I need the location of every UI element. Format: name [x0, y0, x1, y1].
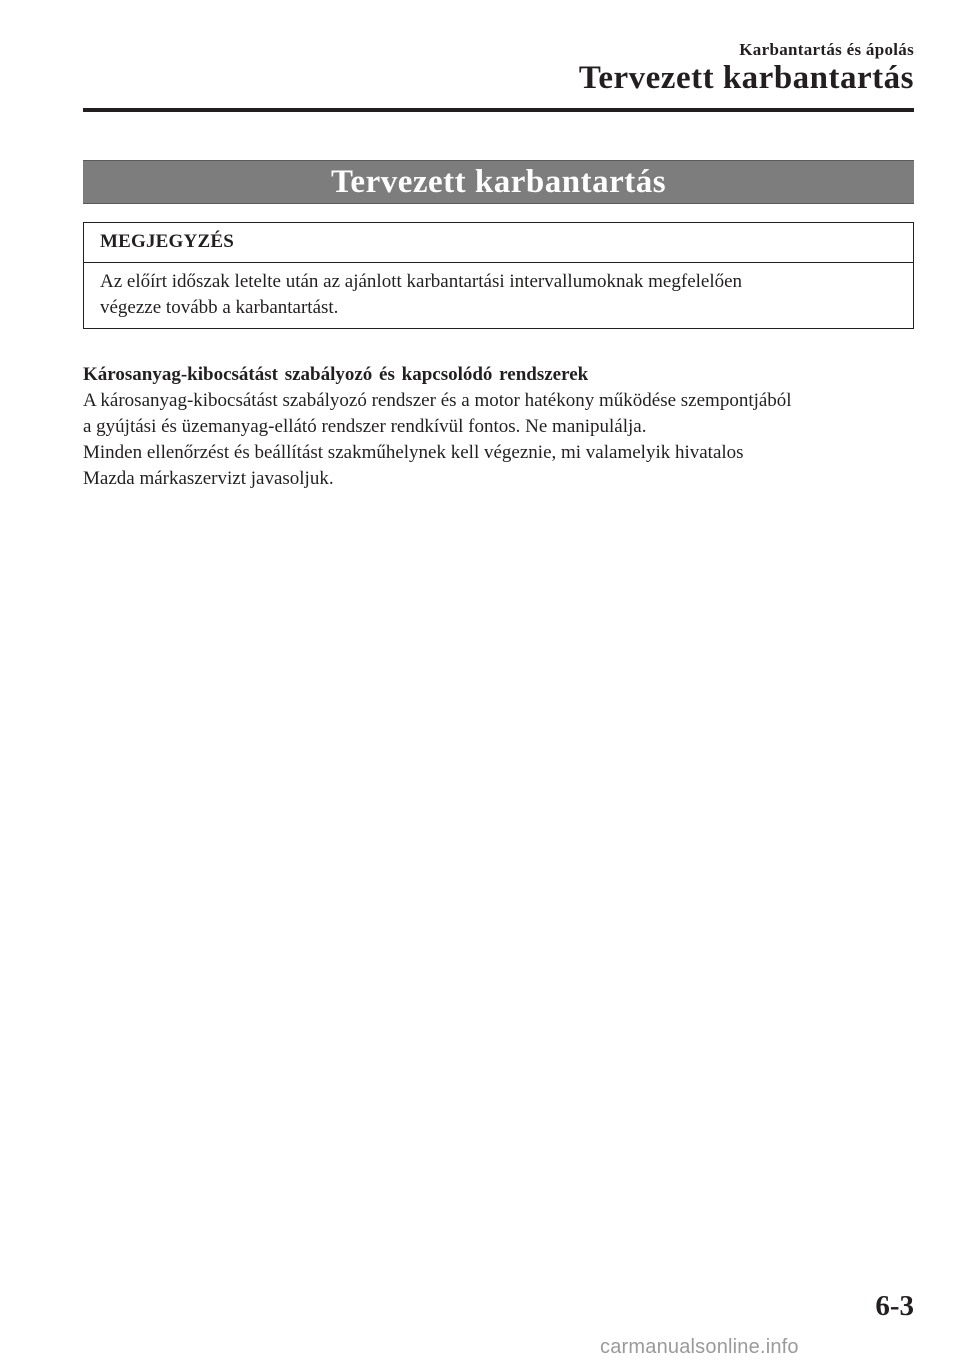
note-body — [84, 263, 913, 321]
watermark: carmanualsonline.info — [600, 1336, 799, 1358]
chapter-title: Karbantartás és ápolás — [739, 40, 914, 59]
page-title: Tervezett karbantartás — [578, 60, 914, 96]
emissions-heading: Károsanyag-kibocsátást szabályozó és kapcsolódó rendszerek — [83, 364, 589, 385]
section-banner-title: Tervezett karbantartás — [330, 163, 667, 200]
emissions-line: Mazda márkaszervizt javasoljuk. — [83, 468, 334, 489]
note-heading: MEGJEGYZÉS — [84, 223, 913, 263]
emissions-section — [83, 362, 918, 492]
emissions-line: Minden ellenőrzést és beállítást szakműhelynek kell végeznie, mi valamelyik hivatalos — [83, 442, 744, 463]
page-number: 6-3 — [875, 1290, 914, 1322]
header-divider — [83, 108, 914, 112]
note-line: végezze tovább a karbantartást. — [100, 297, 339, 318]
emissions-line: A károsanyag-kibocsátást szabályozó rendszer és a motor hatékony működése szempontjából — [83, 390, 792, 411]
note-line: Az előírt időszak letelte után az ajánlott karbantartási intervallumoknak megfelelően — [100, 271, 743, 292]
note-box — [83, 222, 914, 329]
section-banner — [83, 160, 914, 204]
emissions-line: a gyújtási és üzemanyag-ellátó rendszer rendkívül fontos. Ne manipulálja. — [83, 416, 647, 437]
